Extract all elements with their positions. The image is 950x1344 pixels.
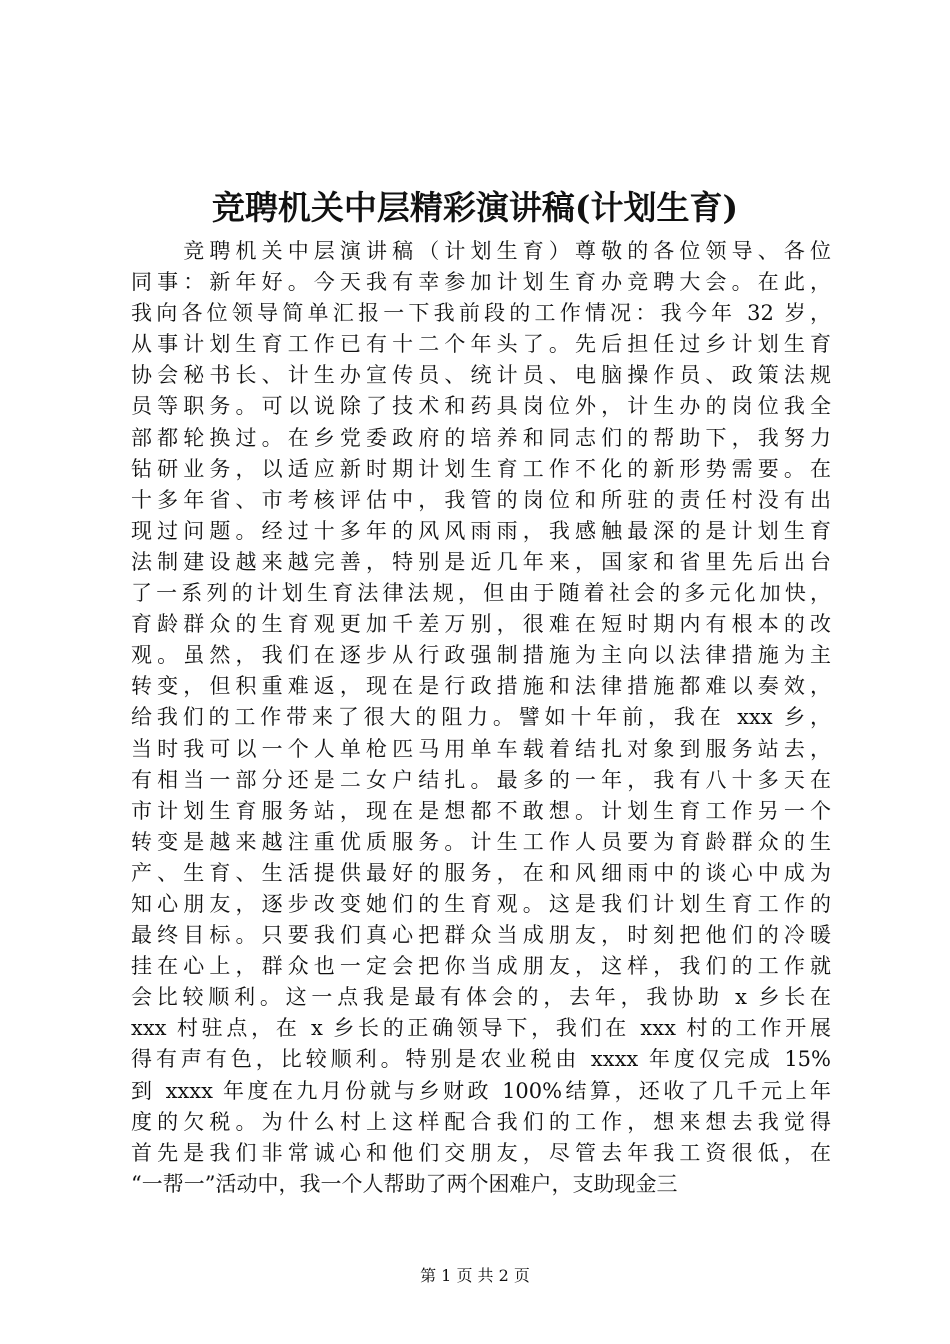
body-line: 同事：新年好。今天我有幸参加计划生育办竞聘大会。在此， — [131, 270, 831, 295]
body-line: 育龄群众的生育观更加千差万别，很难在短时期内有根本的改 — [131, 612, 831, 637]
body-line: 转变是越来越注重优质服务。计生工作人员要为育龄群众的生 — [131, 829, 831, 854]
body-line: 转变，但积重难返，现在是行政措施和法律措施都难以奏效， — [131, 674, 831, 699]
body-line: 竞聘机关中层演讲稿（计划生育）尊敬的各位领导、各位 — [131, 239, 831, 263]
body-line: 从事计划生育工作已有十二个年头了。先后担任过乡计划生育 — [131, 332, 831, 357]
body-line: 到 xxxx 年度在九月份就与乡财政 100%结算，还收了几千元上年 — [131, 1078, 831, 1103]
body-line: 员等职务。可以说除了技术和药具岗位外，计生办的岗位我全 — [131, 394, 831, 419]
body-line: 当时我可以一个人单枪匹马用单车载着结扎对象到服务站去， — [131, 736, 831, 761]
body-line: 十多年省、市考核评估中，我管的岗位和所驻的责任村没有出 — [131, 487, 831, 512]
body-line: 市计划生育服务站，现在是想都不敢想。计划生育工作另一个 — [131, 798, 831, 823]
body-line: 部都轮换过。在乡党委政府的培养和同志们的帮助下，我努力 — [131, 425, 831, 450]
body-line: 会比较顺利。这一点我是最有体会的，去年，我协助 x 乡长在 — [131, 985, 831, 1010]
page-footer: 第 1 页 共 2 页 — [420, 1266, 530, 1285]
body-line: 法制建设越来越完善，特别是近几年来，国家和省里先后出台 — [131, 549, 831, 574]
body-line: 给我们的工作带来了很大的阻力。譬如十年前，我在 xxx 乡， — [131, 705, 831, 730]
body-line: 产、生育、生活提供最好的服务，在和风细雨中的谈心中成为 — [131, 860, 831, 885]
body-line: 了一系列的计划生育法律法规，但由于随着社会的多元化加快， — [131, 581, 831, 606]
body-line: 我向各位领导简单汇报一下我前段的工作情况：我今年 32 岁， — [131, 301, 831, 326]
body-line: 观。虽然，我们在逐步从行政强制措施为主向以法律措施为主 — [131, 643, 831, 668]
document-body — [131, 236, 831, 1200]
body-line: 知心朋友，逐步改变她们的生育观。这是我们计划生育工作的 — [131, 891, 831, 916]
body-line: 钻研业务，以适应新时期计划生育工作不化的新形势需要。在 — [131, 456, 831, 481]
body-line: 得有声有色，比较顺利。特别是农业税由 xxxx 年度仅完成 15% — [131, 1047, 831, 1072]
body-line: 协会秘书长、计生办宣传员、统计员、电脑操作员、政策法规 — [131, 363, 831, 388]
body-line: “一帮一”活动中，我一个人帮助了两个困难户，支助现金三 — [131, 1171, 678, 1196]
body-line: 挂在心上，群众也一定会把你当成朋友，这样，我们的工作就 — [131, 954, 831, 979]
body-line: 最终目标。只要我们真心把群众当成朋友，时刻把他们的冷暖 — [131, 923, 831, 948]
body-line: xxx 村驻点，在 x 乡长的正确领导下，我们在 xxx 村的工作开展 — [131, 1016, 831, 1041]
body-line: 度的欠税。为什么村上这样配合我们的工作，想来想去我觉得 — [131, 1109, 831, 1134]
body-line: 现过问题。经过十多年的风风雨雨，我感触最深的是计划生育 — [131, 518, 831, 543]
document-title: 竞聘机关中层精彩演讲稿(计划生育) — [211, 188, 739, 227]
body-line: 首先是我们非常诚心和他们交朋友，尽管去年我工资很低，在 — [131, 1140, 831, 1165]
body-line: 有相当一部分还是二女户结扎。最多的一年，我有八十多天在 — [131, 767, 831, 792]
